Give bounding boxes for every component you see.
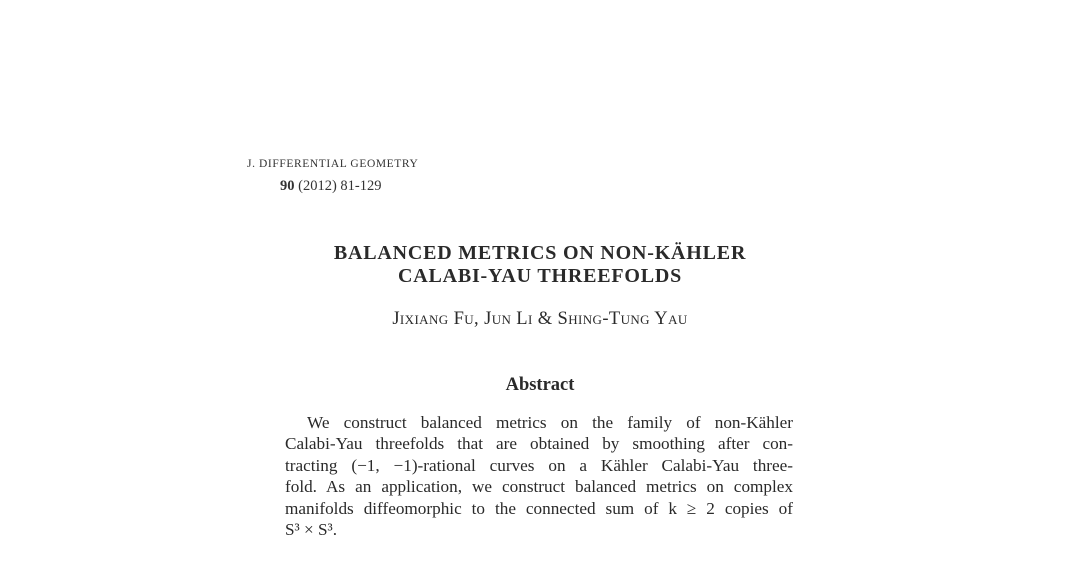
abstract-line: S³ × S³. [285, 520, 338, 540]
abstract-line: tracting (−1, −1)-rational curves on a Kähler Calabi-Yau three- [285, 455, 793, 475]
journal-name: J. DIFFERENTIAL GEOMETRY [247, 158, 419, 170]
volume-line [280, 178, 382, 195]
title-line-2: CALABI-YAU THREEFOLDS [397, 265, 683, 287]
paper-authors: Jixiang Fu, Jun Li & Shing-Tung Yau [392, 309, 688, 329]
abstract-line: fold. As an application, we construct balanced metrics on complex [285, 477, 793, 497]
abstract-heading: Abstract [505, 375, 575, 395]
abstract-line: Calabi-Yau threefolds that are obtained by smoothing after con- [285, 434, 793, 454]
abstract-line: manifolds diffeomorphic to the connected sum of k ≥ 2 copies of [285, 498, 793, 518]
volume-number: 90 [280, 178, 295, 194]
year-pages: (2012) 81-129 [298, 178, 382, 194]
abstract-line: We construct balanced metrics on the family of non-Kähler [307, 413, 793, 432]
abstract-body [285, 412, 793, 540]
title-line-1: BALANCED METRICS ON NON-KÄHLER [333, 242, 747, 264]
paper-title [240, 242, 840, 288]
